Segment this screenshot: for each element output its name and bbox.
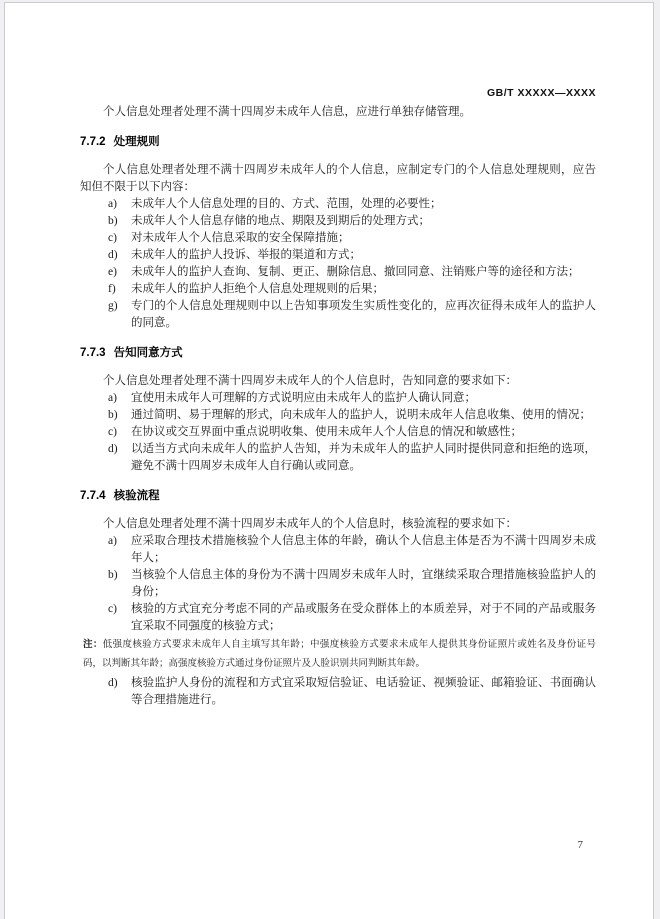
clause-heading-7-7-3 bbox=[80, 345, 596, 361]
document-page bbox=[4, 2, 654, 919]
clause-number: 7.7.4 bbox=[80, 490, 106, 502]
list-item-text: 未成年人个人信息存储的地点、期限及到期后的处理方式； bbox=[131, 215, 430, 227]
list-item-label: g) bbox=[108, 300, 118, 312]
list-item bbox=[80, 281, 596, 298]
list-item-text: 未成年人的监护人投诉、举报的渠道和方式； bbox=[131, 249, 361, 261]
list-item-label: d) bbox=[108, 249, 118, 261]
list-item bbox=[80, 298, 596, 332]
verification-strength-note bbox=[83, 636, 596, 674]
list-item bbox=[80, 230, 596, 247]
list-item-label: c) bbox=[108, 232, 117, 244]
list-item bbox=[80, 533, 596, 567]
list-item-label: d) bbox=[108, 677, 118, 689]
list-item bbox=[80, 407, 596, 424]
page-content bbox=[5, 3, 653, 709]
list-item-label: b) bbox=[108, 409, 118, 421]
clause-title: 核验流程 bbox=[113, 490, 160, 502]
clause-title: 告知同意方式 bbox=[113, 347, 183, 359]
list-item bbox=[80, 390, 596, 407]
note-text: 低强度核验方式要求未成年人自主填写其年龄；中强度核验方式要求未成年人提供其身份证照片或姓名及身份证号码，以判断其年龄；高强度核验方式通过身份证照片及人脸识别共同判断其年龄。 bbox=[83, 640, 596, 669]
list-item bbox=[80, 247, 596, 264]
list-item-text: 应采取合理技术措施核验个人信息主体的年龄，确认个人信息主体是否为不满十四周岁未成年人； bbox=[131, 535, 596, 564]
clause-list-7-7-3 bbox=[80, 390, 596, 475]
clause-heading-7-7-4 bbox=[80, 488, 596, 504]
list-item bbox=[80, 196, 596, 213]
list-item-label: c) bbox=[108, 426, 117, 438]
standard-number-header: GB/T XXXXX—XXXX bbox=[486, 87, 596, 99]
page-number: 7 bbox=[577, 839, 583, 851]
list-item bbox=[80, 213, 596, 230]
list-item-label: c) bbox=[108, 603, 117, 615]
list-item-text: 未成年人的监护人查询、复制、更正、删除信息、撤回同意、注销账户等的途径和方法； bbox=[131, 266, 580, 278]
list-item-text: 对未成年人个人信息采取的安全保障措施； bbox=[131, 232, 350, 244]
clause-title: 处理规则 bbox=[113, 136, 160, 148]
list-item-text: 专门的个人信息处理规则中以上告知事项发生实质性变化的，应再次征得未成年人的监护人的同意。 bbox=[131, 300, 596, 329]
list-item bbox=[80, 567, 596, 601]
list-item-text: 未成年人个人信息处理的目的、方式、范围，处理的必要性； bbox=[131, 198, 442, 210]
list-item-text: 未成年人的监护人拒绝个人信息处理规则的后果； bbox=[131, 283, 384, 295]
clause-paragraph: 个人信息处理者处理不满十四周岁未成年人的个人信息，应制定专门的个人信息处理规则，应告知但不限于以下内容： bbox=[80, 164, 596, 193]
list-item bbox=[80, 601, 596, 635]
list-item bbox=[80, 441, 596, 475]
clause-number: 7.7.3 bbox=[80, 347, 106, 359]
list-item-label: e) bbox=[108, 266, 117, 278]
list-item bbox=[80, 675, 596, 709]
list-item-label: b) bbox=[108, 569, 118, 581]
list-item-label: a) bbox=[108, 198, 117, 210]
list-item bbox=[80, 264, 596, 281]
list-item-text: 核验的方式宜充分考虑不同的产品或服务在受众群体上的本质差异，对于不同的产品或服务宜采取不同强度的核验方式； bbox=[131, 603, 596, 632]
clause-number: 7.7.2 bbox=[80, 136, 106, 148]
list-item-text: 以适当方式向未成年人的监护人告知，并为未成年人的监护人同时提供同意和拒绝的选项，避免不满十四周岁未成年人自行确认或同意。 bbox=[131, 443, 596, 472]
list-item-label: a) bbox=[108, 392, 117, 404]
list-item bbox=[80, 424, 596, 441]
list-item-text: 宜使用未成年人可理解的方式说明应由未成年人的监护人确认同意； bbox=[131, 392, 476, 404]
clause-paragraph: 个人信息处理者处理不满十四周岁未成年人的个人信息时，核验流程的要求如下： bbox=[103, 518, 517, 530]
list-item-label: f) bbox=[108, 283, 116, 295]
intro-paragraph: 个人信息处理者处理不满十四周岁未成年人信息，应进行单独存储管理。 bbox=[103, 106, 471, 118]
list-item-text: 核验监护人身份的流程和方式宜采取短信验证、电话验证、视频验证、邮箱验证、书面确认等合理措施进行。 bbox=[131, 677, 596, 706]
list-item-text: 通过简明、易于理解的形式，向未成年人的监护人，说明未成年人信息收集、使用的情况； bbox=[131, 409, 591, 421]
list-item-label: b) bbox=[108, 215, 118, 227]
list-item-label: a) bbox=[108, 535, 117, 547]
clause-paragraph: 个人信息处理者处理不满十四周岁未成年人的个人信息时，告知同意的要求如下： bbox=[103, 375, 517, 387]
clause-list-7-7-4 bbox=[80, 533, 596, 709]
list-item-label: d) bbox=[108, 443, 118, 455]
clause-list-7-7-2 bbox=[80, 196, 596, 332]
list-item-text: 在协议或交互界面中重点说明收集、使用未成年人个人信息的情况和敏感性； bbox=[131, 426, 522, 438]
note-prefix: 注： bbox=[83, 640, 103, 650]
clause-heading-7-7-2 bbox=[80, 134, 596, 150]
list-item-text: 当核验个人信息主体的身份为不满十四周岁未成年人时，宜继续采取合理措施核验监护人的身份； bbox=[131, 569, 596, 598]
